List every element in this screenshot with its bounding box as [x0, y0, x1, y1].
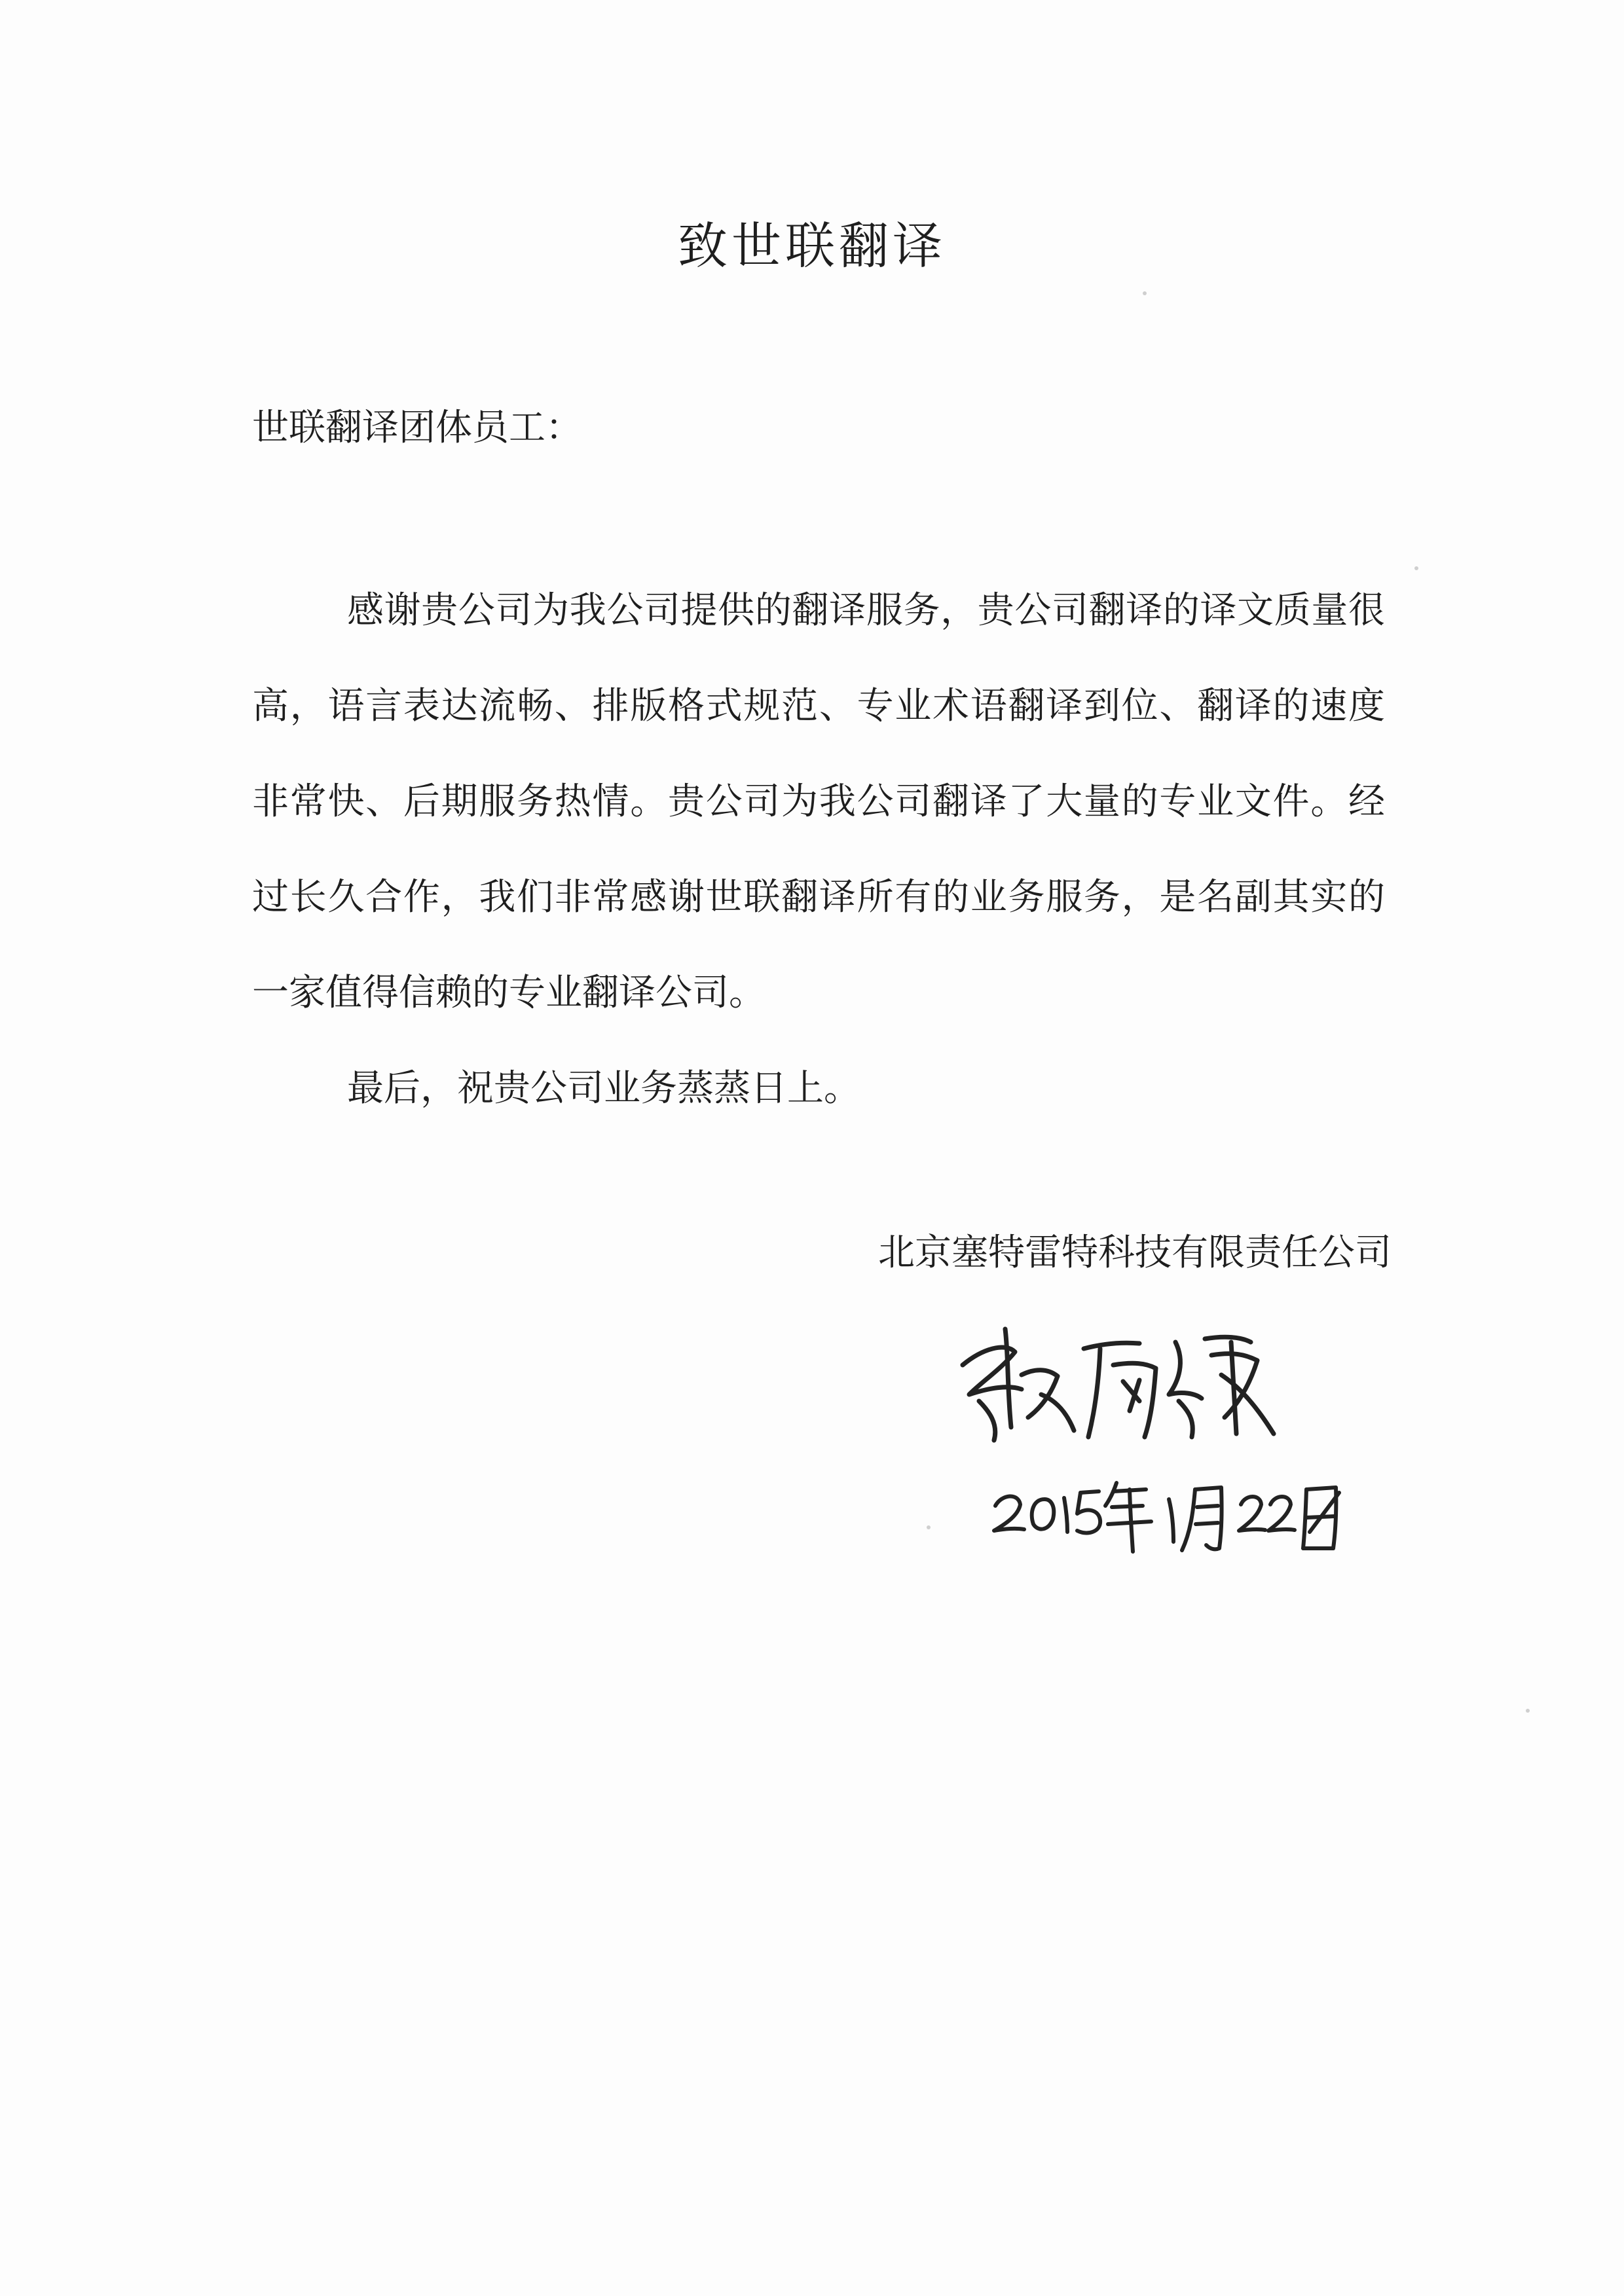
letter-title: 致世联翻译	[678, 217, 946, 275]
scan-speck	[1526, 1709, 1530, 1713]
handwritten-signature	[943, 1303, 1283, 1453]
body-paragraph-2: 最后，祝贵公司业务蒸蒸日上。	[347, 1067, 860, 1110]
company-name: 北京塞特雷特科技有限责任公司	[878, 1231, 1392, 1274]
scan-speck	[1414, 566, 1418, 570]
scan-speck	[1143, 291, 1147, 295]
letter-salutation: 世联翻译团体员工：	[252, 407, 582, 449]
body-paragraph-1: 感谢贵公司为我公司提供的翻译服务，贵公司翻译的译文质量很高，语言表达流畅、排版格式规范、专业术语翻译到位、翻译的速度非常快、后期服务热情。贵公司为我公司翻译了大量的专业文件。经过长久合作，我们非常感谢世联翻译所有的业务服务，是名副其实的一家值得信赖的专业翻译公司。	[252, 589, 1385, 1014]
letter-body	[252, 563, 1385, 1137]
handwritten-date	[982, 1453, 1349, 1558]
scan-speck	[927, 1525, 931, 1529]
